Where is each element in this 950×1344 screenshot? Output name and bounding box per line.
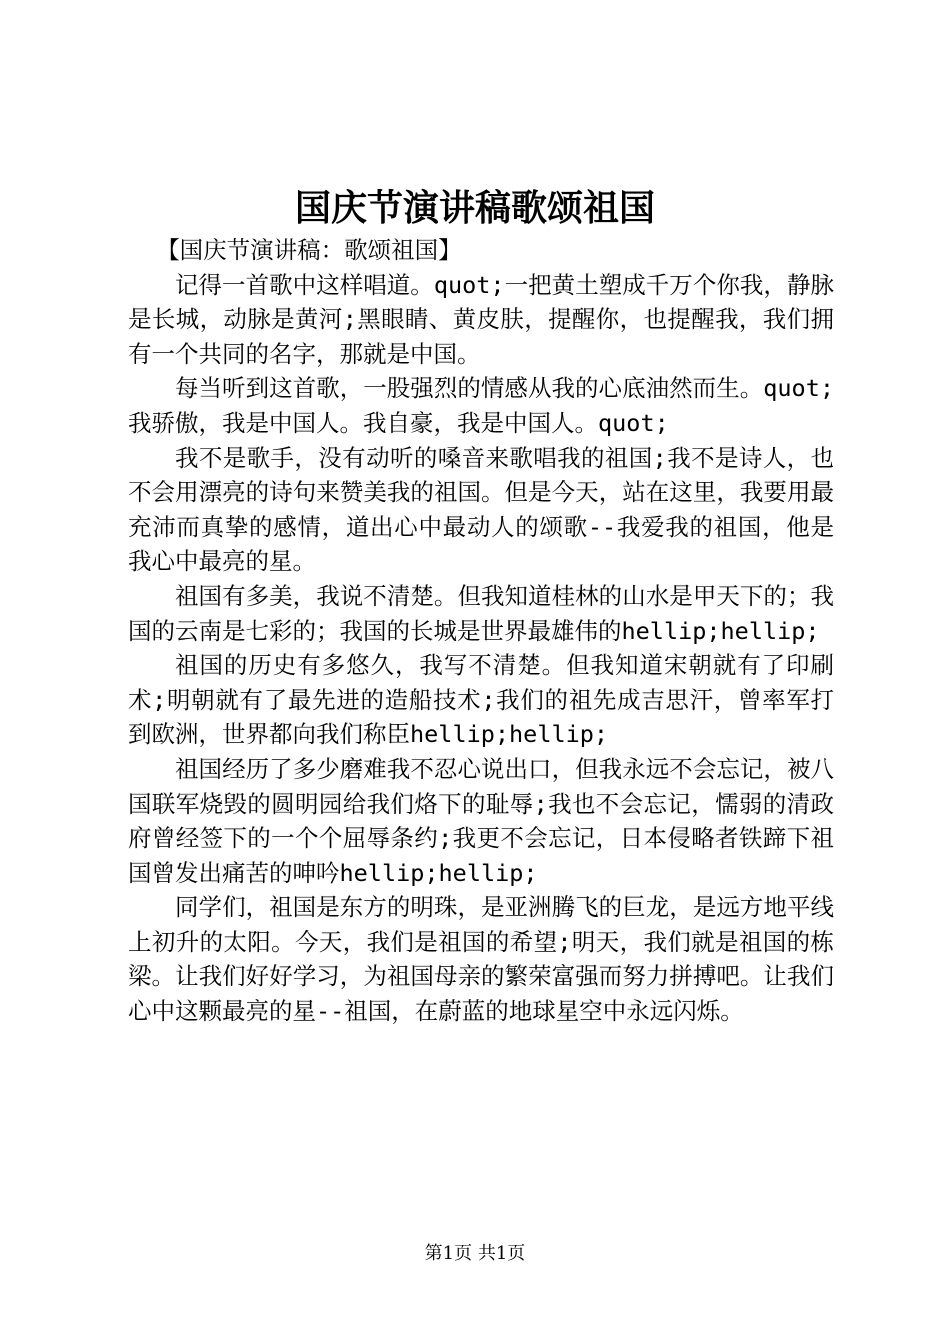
paragraph-2: 每当听到这首歌，一股强烈的情感从我的心底油然而生。quot;我骄傲，我是中国人。我自豪，我是中国人。quot; — [128, 374, 834, 437]
paragraph-6: 祖国经历了多少磨难我不忍心说出口，但我永远不会忘记，被八国联军烧毁的圆明园给我们烙下的耻辱;我也不会忘记，懦弱的清政府曾经签下的一个个屈辱条约;我更不会忘记，日本侵略者铁蹄下祖国曾发出痛苦的呻吟hellip;hellip; — [128, 754, 834, 887]
document-subtitle: 【国庆节演讲稿：歌颂祖国】 — [156, 236, 462, 264]
document-title: 国庆节演讲稿歌颂祖国 — [294, 187, 655, 229]
paragraph-4: 祖国有多美，我说不清楚。但我知道桂林的山水是甲天下的；我国的云南是七彩的；我国的长城是世界最雄伟的hellip;hellip; — [128, 581, 834, 645]
paragraph-5: 祖国的历史有多悠久，我写不清楚。但我知道宋朝就有了印刷术;明朝就有了最先进的造船技术;我们的祖先成吉思汗，曾率军打到欧洲，世界都向我们称臣hellip;hellip; — [128, 651, 834, 749]
document-body — [128, 233, 834, 1029]
page-footer: 第1页 共1页 — [424, 1243, 526, 1264]
paragraph-7: 同学们，祖国是东方的明珠，是亚洲腾飞的巨龙，是远方地平线上初升的太阳。今天，我们是祖国的希望;明天，我们就是祖国的栋梁。让我们好好学习，为祖国母亲的繁荣富强而努力拼搏吧。让我们心中这颗最亮的星--祖国，在蔚蓝的地球星空中永远闪烁。 — [128, 893, 834, 1026]
paragraph-1: 记得一首歌中这样唱道。quot;一把黄土塑成千万个你我，静脉是长城，动脉是黄河;黑眼睛、黄皮肤，提醒你，也提醒我，我们拥有一个共同的名字，那就是中国。 — [128, 270, 834, 368]
paragraph-3: 我不是歌手，没有动听的嗓音来歌唱我的祖国;我不是诗人，也不会用漂亮的诗句来赞美我的祖国。但是今天，站在这里，我要用最充沛而真挚的感情，道出心中最动人的颂歌--我爱我的祖国，他是我心中最亮的星。 — [128, 443, 834, 576]
